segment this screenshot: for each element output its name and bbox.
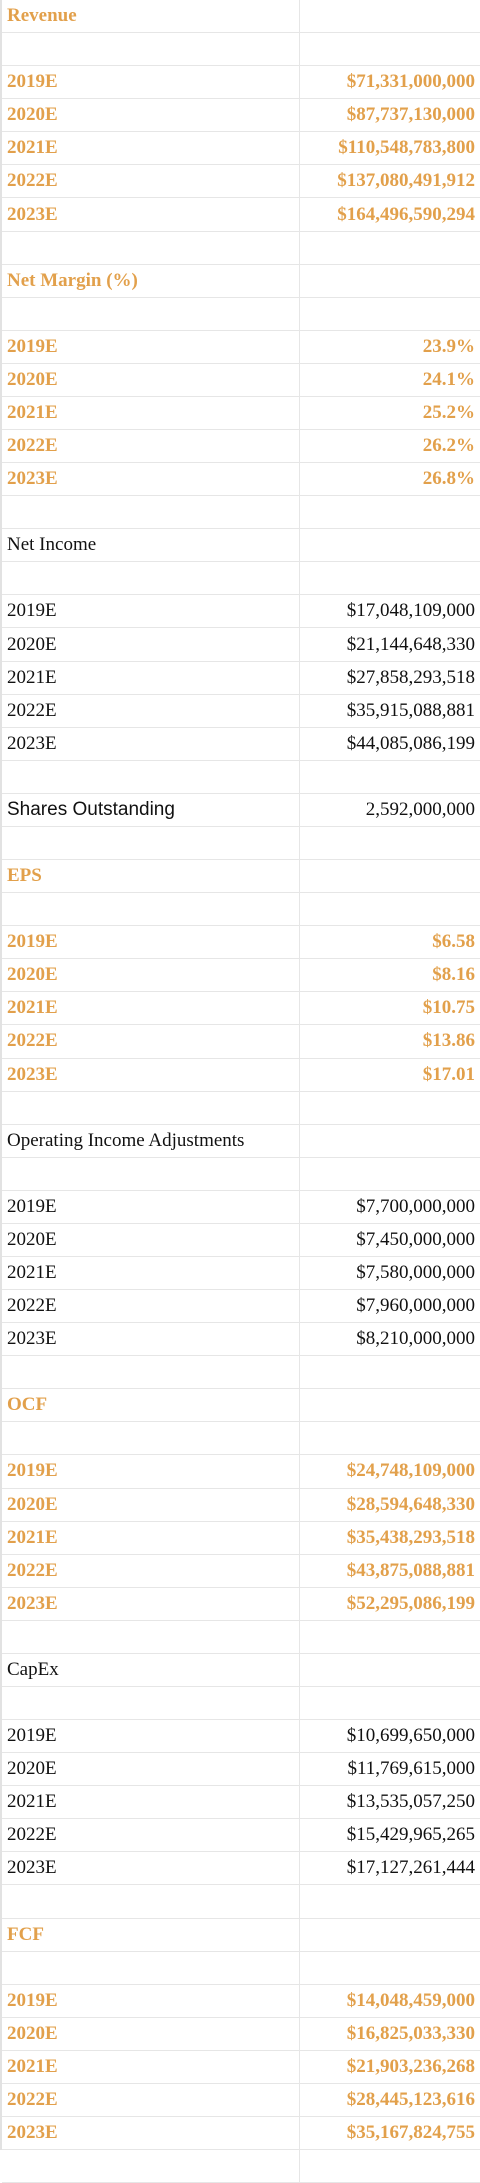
label-cell[interactable]: 2022E	[2, 1025, 300, 1057]
value-cell[interactable]	[300, 1919, 480, 1951]
empty-row[interactable]	[2, 562, 480, 595]
value-cell[interactable]: $10.75	[422, 997, 475, 1019]
data-row[interactable]	[2, 1555, 480, 1588]
data-row[interactable]	[2, 728, 480, 761]
value-cell[interactable]	[300, 1687, 480, 1719]
value-cell[interactable]: 2,592,000,000	[365, 798, 475, 820]
empty-row[interactable]	[2, 1621, 480, 1654]
value-cell[interactable]: $137,080,491,912	[337, 170, 475, 192]
data-row[interactable]	[2, 1025, 480, 1058]
label-cell[interactable]: 2023E	[2, 198, 300, 230]
label-cell[interactable]	[2, 893, 300, 925]
label-cell[interactable]	[2, 562, 300, 594]
data-row[interactable]	[2, 331, 480, 364]
label-cell[interactable]	[2, 1621, 300, 1653]
value-cell[interactable]: 23.9%	[422, 335, 475, 357]
label-cell[interactable]: 2023E	[2, 1323, 300, 1355]
data-row[interactable]	[2, 926, 480, 959]
label-cell[interactable]	[2, 1422, 300, 1454]
empty-row[interactable]	[2, 1092, 480, 1125]
label-cell[interactable]: 2020E	[2, 1489, 300, 1521]
data-row[interactable]	[2, 1323, 480, 1356]
label-cell[interactable]: 2019E	[2, 1985, 300, 2017]
label-cell[interactable]: 2023E	[2, 2117, 300, 2149]
label-cell[interactable]: Operating Income Adjustments	[2, 1125, 300, 1157]
value-cell[interactable]	[300, 529, 480, 561]
value-cell[interactable]: $21,903,236,268	[346, 2055, 475, 2077]
value-cell[interactable]: $164,496,590,294	[337, 203, 475, 225]
section-header-row[interactable]	[2, 1125, 480, 1158]
value-cell[interactable]	[300, 265, 480, 297]
value-cell[interactable]: $10,699,650,000	[346, 1725, 475, 1747]
value-cell[interactable]: $8,210,000,000	[356, 1328, 475, 1350]
value-cell[interactable]: $87,737,130,000	[346, 104, 475, 126]
label-cell[interactable]: Net Margin (%)	[2, 265, 300, 297]
value-cell[interactable]: $27,858,293,518	[346, 666, 475, 688]
value-cell[interactable]	[300, 1654, 480, 1686]
data-row[interactable]	[2, 992, 480, 1025]
label-cell[interactable]: 2022E	[2, 1819, 300, 1851]
label-cell[interactable]: OCF	[2, 1389, 300, 1421]
label-cell[interactable]: FCF	[2, 1919, 300, 1951]
data-row[interactable]	[2, 1985, 480, 2018]
empty-row[interactable]	[2, 827, 480, 860]
value-cell[interactable]	[300, 1885, 480, 1917]
value-cell[interactable]: $21,144,648,330	[346, 633, 475, 655]
data-row[interactable]	[2, 1257, 480, 1290]
value-cell[interactable]	[300, 1125, 480, 1157]
section-header-row[interactable]	[2, 0, 480, 33]
section-header-row[interactable]	[2, 265, 480, 298]
label-cell[interactable]: 2021E	[2, 1522, 300, 1554]
value-cell[interactable]	[300, 1621, 480, 1653]
label-cell[interactable]: EPS	[2, 860, 300, 892]
value-cell[interactable]	[300, 761, 480, 793]
label-cell[interactable]: Net Income	[2, 529, 300, 561]
data-row[interactable]	[2, 628, 480, 661]
value-cell[interactable]: $24,748,109,000	[346, 1460, 475, 1482]
label-cell[interactable]: 2019E	[2, 595, 300, 627]
label-cell[interactable]: 2021E	[2, 662, 300, 694]
value-cell[interactable]: $110,548,783,800	[338, 137, 475, 159]
label-cell[interactable]	[2, 1092, 300, 1124]
empty-row[interactable]	[2, 893, 480, 926]
data-row[interactable]	[2, 397, 480, 430]
value-cell[interactable]: $44,085,086,199	[346, 732, 475, 754]
label-cell[interactable]: 2022E	[2, 165, 300, 197]
label-cell[interactable]: 2020E	[2, 628, 300, 660]
value-cell[interactable]	[300, 827, 480, 859]
value-cell[interactable]: $15,429,965,265	[346, 1824, 475, 1846]
label-cell[interactable]	[2, 33, 300, 65]
data-row[interactable]	[2, 1753, 480, 1786]
label-cell[interactable]: 2023E	[2, 1852, 300, 1884]
data-row[interactable]	[2, 1489, 480, 1522]
value-cell[interactable]: $13,535,057,250	[346, 1791, 475, 1813]
empty-row[interactable]	[2, 1687, 480, 1720]
label-cell[interactable]: 2021E	[2, 132, 300, 164]
section-header-row[interactable]	[2, 1654, 480, 1687]
label-cell[interactable]: 2021E	[2, 992, 300, 1024]
label-cell[interactable]	[2, 232, 300, 264]
value-cell[interactable]: $35,167,824,755	[346, 2122, 475, 2144]
data-row[interactable]	[2, 959, 480, 992]
value-cell[interactable]: $17,048,109,000	[346, 600, 475, 622]
label-cell[interactable]	[2, 1356, 300, 1388]
label-cell[interactable]: 2022E	[2, 2084, 300, 2116]
label-cell[interactable]: 2023E	[2, 1588, 300, 1620]
data-row[interactable]	[2, 1786, 480, 1819]
label-cell[interactable]: 2022E	[2, 1555, 300, 1587]
data-row[interactable]	[2, 1588, 480, 1621]
data-row[interactable]	[2, 1191, 480, 1224]
value-cell[interactable]: $11,769,615,000	[347, 1758, 475, 1780]
label-cell[interactable]: 2019E	[2, 66, 300, 98]
label-cell[interactable]	[2, 761, 300, 793]
data-row[interactable]	[2, 695, 480, 728]
label-cell[interactable]	[2, 1158, 300, 1190]
value-cell[interactable]: 24.1%	[422, 368, 475, 390]
label-cell[interactable]: 2019E	[2, 1191, 300, 1223]
value-cell[interactable]: 25.2%	[422, 401, 475, 423]
value-cell[interactable]	[300, 33, 480, 65]
section-header-row[interactable]	[2, 860, 480, 893]
empty-row[interactable]	[2, 1356, 480, 1389]
label-cell[interactable]: 2020E	[2, 364, 300, 396]
label-cell[interactable]: 2020E	[2, 1224, 300, 1256]
empty-row[interactable]	[2, 232, 480, 265]
value-cell[interactable]: $52,295,086,199	[346, 1592, 475, 1614]
empty-row[interactable]	[2, 33, 480, 66]
data-row[interactable]	[2, 1522, 480, 1555]
data-row[interactable]	[2, 2117, 480, 2150]
empty-row[interactable]	[2, 1885, 480, 1918]
value-cell[interactable]: $17,127,261,444	[346, 1857, 475, 1879]
data-row[interactable]	[2, 198, 480, 231]
value-cell[interactable]: $16,825,033,330	[346, 2022, 475, 2044]
value-cell[interactable]	[300, 0, 480, 32]
label-cell[interactable]	[2, 496, 300, 528]
data-row[interactable]	[2, 1819, 480, 1852]
label-cell[interactable]: 2021E	[2, 1257, 300, 1289]
label-cell[interactable]: 2022E	[2, 430, 300, 462]
value-cell[interactable]: $17.01	[422, 1063, 475, 1085]
label-cell[interactable]: 2021E	[2, 1786, 300, 1818]
label-cell[interactable]: 2019E	[2, 1455, 300, 1487]
label-cell[interactable]	[2, 1952, 300, 1984]
label-cell[interactable]: 2019E	[2, 331, 300, 363]
section-header-row[interactable]	[2, 1389, 480, 1422]
data-row[interactable]	[2, 430, 480, 463]
label-cell[interactable]	[2, 1885, 300, 1917]
label-cell[interactable]: CapEx	[2, 1654, 300, 1686]
value-cell[interactable]	[300, 232, 480, 264]
value-cell[interactable]	[300, 496, 480, 528]
value-cell[interactable]: 26.8%	[422, 468, 475, 490]
value-cell[interactable]	[300, 893, 480, 925]
data-row[interactable]	[2, 595, 480, 628]
label-cell[interactable]	[2, 298, 300, 330]
label-cell[interactable]: 2023E	[2, 463, 300, 495]
value-cell[interactable]: $7,960,000,000	[356, 1295, 475, 1317]
label-cell[interactable]: 2023E	[2, 1059, 300, 1091]
data-row[interactable]	[2, 1455, 480, 1488]
value-cell[interactable]	[300, 1389, 480, 1421]
data-row[interactable]	[2, 99, 480, 132]
data-row[interactable]	[2, 364, 480, 397]
value-cell[interactable]: $7,450,000,000	[356, 1228, 475, 1250]
data-row[interactable]	[2, 463, 480, 496]
value-cell[interactable]: $71,331,000,000	[346, 71, 475, 93]
value-cell[interactable]: $7,700,000,000	[356, 1195, 475, 1217]
label-cell[interactable]: 2020E	[2, 2018, 300, 2050]
data-row[interactable]	[2, 165, 480, 198]
data-row[interactable]	[2, 2051, 480, 2084]
value-cell[interactable]: $14,048,459,000	[346, 1989, 475, 2011]
section-header-row[interactable]	[2, 794, 480, 827]
value-cell[interactable]: $35,438,293,518	[346, 1526, 475, 1548]
label-cell[interactable]: 2021E	[2, 2051, 300, 2083]
value-cell[interactable]	[300, 1422, 480, 1454]
value-cell[interactable]	[300, 860, 480, 892]
empty-row[interactable]	[2, 496, 480, 529]
label-cell[interactable]	[2, 1687, 300, 1719]
data-row[interactable]	[2, 1059, 480, 1092]
label-cell[interactable]: 2023E	[2, 728, 300, 760]
value-cell[interactable]: 26.2%	[422, 435, 475, 457]
value-cell[interactable]	[300, 1356, 480, 1388]
data-row[interactable]	[2, 662, 480, 695]
value-cell[interactable]: $6.58	[432, 931, 475, 953]
value-cell[interactable]	[300, 562, 480, 594]
value-cell[interactable]: $43,875,088,881	[346, 1559, 475, 1581]
data-row[interactable]	[2, 66, 480, 99]
label-cell[interactable]	[2, 2150, 300, 2182]
label-cell[interactable]: 2022E	[2, 695, 300, 727]
label-cell[interactable]: 2019E	[2, 1720, 300, 1752]
section-header-row[interactable]	[2, 1919, 480, 1952]
value-cell[interactable]: $28,445,123,616	[346, 2088, 475, 2110]
empty-row[interactable]	[2, 1422, 480, 1455]
value-cell[interactable]	[300, 1952, 480, 1984]
empty-row[interactable]	[2, 298, 480, 331]
value-cell[interactable]	[300, 2150, 480, 2182]
empty-row[interactable]	[2, 761, 480, 794]
empty-row[interactable]	[2, 2150, 480, 2183]
data-row[interactable]	[2, 1290, 480, 1323]
value-cell[interactable]: $7,580,000,000	[356, 1262, 475, 1283]
label-cell[interactable]: 2021E	[2, 397, 300, 429]
value-cell[interactable]	[300, 1092, 480, 1124]
value-cell[interactable]	[300, 298, 480, 330]
value-cell[interactable]: $13.86	[422, 1030, 475, 1052]
label-cell[interactable]: 2020E	[2, 99, 300, 131]
label-cell[interactable]: Revenue	[2, 0, 300, 32]
label-cell[interactable]: 2020E	[2, 1753, 300, 1785]
label-cell[interactable]: Shares Outstanding	[2, 794, 300, 826]
value-cell[interactable]: $35,915,088,881	[346, 699, 475, 721]
empty-row[interactable]	[2, 1158, 480, 1191]
data-row[interactable]	[2, 2018, 480, 2051]
data-row[interactable]	[2, 1224, 480, 1257]
label-cell[interactable]: 2019E	[2, 926, 300, 958]
section-header-row[interactable]	[2, 529, 480, 562]
data-row[interactable]	[2, 1720, 480, 1753]
value-cell[interactable]	[300, 1158, 480, 1190]
value-cell[interactable]: $8.16	[432, 964, 475, 986]
label-cell[interactable]: 2020E	[2, 959, 300, 991]
data-row[interactable]	[2, 1852, 480, 1885]
label-cell[interactable]: 2022E	[2, 1290, 300, 1322]
data-row[interactable]	[2, 132, 480, 165]
label-cell[interactable]	[2, 827, 300, 859]
empty-row[interactable]	[2, 1952, 480, 1985]
value-cell[interactable]: $28,594,648,330	[346, 1493, 475, 1515]
data-row[interactable]	[2, 2084, 480, 2117]
